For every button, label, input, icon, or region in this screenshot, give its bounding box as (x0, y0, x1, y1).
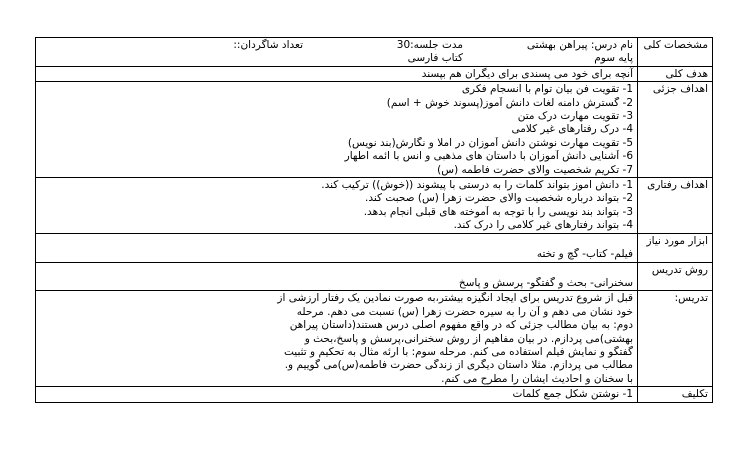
row-label-homework: تکلیف (638, 387, 713, 402)
lesson-name: نام درس: پیراهن بهشتی (526, 39, 633, 51)
list-item: 3- بتواند بند نویسی را با توجه به آموخته های قبلی انجام بدهد. (363, 205, 633, 218)
list-item: 4- درک رفتارهای غیر کلامی (511, 123, 633, 136)
row-label-general-goal: هدف کلی (638, 66, 713, 81)
list-item: 1- دانش اموز بتواند کلمات را به درستی با پیشوند ((خوش)) ترکیب کند. (321, 179, 633, 192)
homework-row (36, 387, 713, 402)
list-item: 4- بتواند رفتارهای غیر کلامی را درک کند. (453, 219, 633, 232)
teaching-row (36, 291, 713, 387)
tools-row (36, 233, 713, 262)
paragraph-line: قبل از شروع تدریس برای ایجاد انگیزه بیشتر،به صورت نمادین یک رفتار ارزشی از (277, 292, 633, 305)
behavioral-goals-list (36, 178, 638, 234)
paragraph-line: بهشتی)می پردازم. در بیان مفاهیم از روش سخنرانی،پرسش و پاسخ،بحث و (304, 332, 633, 345)
row-label-tools: ابزار مورد نیاز (638, 233, 713, 262)
method-text: سخنرانی- بحث و گفتگو- پرسش و پاسخ (458, 276, 633, 289)
grade: پایه سوم (594, 52, 633, 65)
general-goal-text: آنچه برای خود می پسندی برای دیگران هم بپسند (36, 66, 638, 81)
lesson-plan-table (35, 37, 713, 403)
method-cell (36, 262, 638, 291)
paragraph-line: با سخنان و احادیث ایشان را مطرح می کنم. (441, 372, 633, 385)
paragraph-line: مطالب می پردازم. مثلا داستان دیگری از زندگی حضرت فاطمه(س)می گوییم و. (284, 359, 633, 372)
book: کتاب فارسی (407, 52, 463, 65)
homework-text: 1- نوشتن شکل جمع کلمات (36, 387, 638, 402)
partial-goals-list (36, 82, 638, 178)
row-label-behavioral-goals: اهداف رفتاری (638, 178, 713, 234)
list-item: 1- تقویت فن بیان توام با انسجام فکری (461, 83, 633, 96)
list-item: 5- تقویت مهارت نوشتن دانش آموزان در املا و نگارش(بند نویس) (347, 136, 633, 149)
paragraph-line: دوم: به بیان مطالب جزئی که در واقع مفهوم اصلی درس هستند(داستان پیراهن (289, 319, 633, 332)
list-item: 2- گسترش دامنه لغات دانش آموز(پسوند خوش + اسم) (386, 96, 633, 109)
row-label-method: روش تدریس (638, 262, 713, 291)
row-label-teaching: تدریس: (638, 291, 713, 387)
header-row (36, 38, 713, 67)
list-item: 6- آشنایی دانش آموزان با داستان های مذهبی و انس با ائمه اطهار (344, 150, 633, 163)
list-item: 3- تقویت مهارت درک متن (517, 110, 633, 123)
tools-text: فیلم- کتاب- گچ و تخته (536, 248, 633, 261)
paragraph-line: خود نشان می دهم و آن را به سیره حضرت زهرا (س) نسبت می دهم. مرحله (296, 305, 633, 318)
general-goal-row (36, 66, 713, 81)
teaching-paragraph (36, 291, 638, 387)
row-label-partial-goals: اهداف جزئی (638, 82, 713, 178)
overview-cell (36, 38, 638, 67)
method-row (36, 262, 713, 291)
row-label-overview: مشخصات کلی (638, 38, 713, 67)
student-count: تعداد شاگردان:: (233, 39, 303, 51)
session-duration: مدت جلسه:30 (396, 39, 463, 51)
paragraph-line: گفتگو و نمایش فیلم استفاده می کنم. مرحله سوم: با ارئه مثال به تحکیم و تثبیت (283, 345, 633, 358)
partial-goals-row (36, 82, 713, 178)
behavioral-goals-row (36, 178, 713, 234)
list-item: 7- تکریم شخصیت والای حضرت فاطمه (س) (437, 163, 633, 176)
tools-cell (36, 233, 638, 262)
list-item: 2- بتواند درباره شخصیت والای حضرت زهرا (س) صحبت کند. (365, 192, 633, 205)
